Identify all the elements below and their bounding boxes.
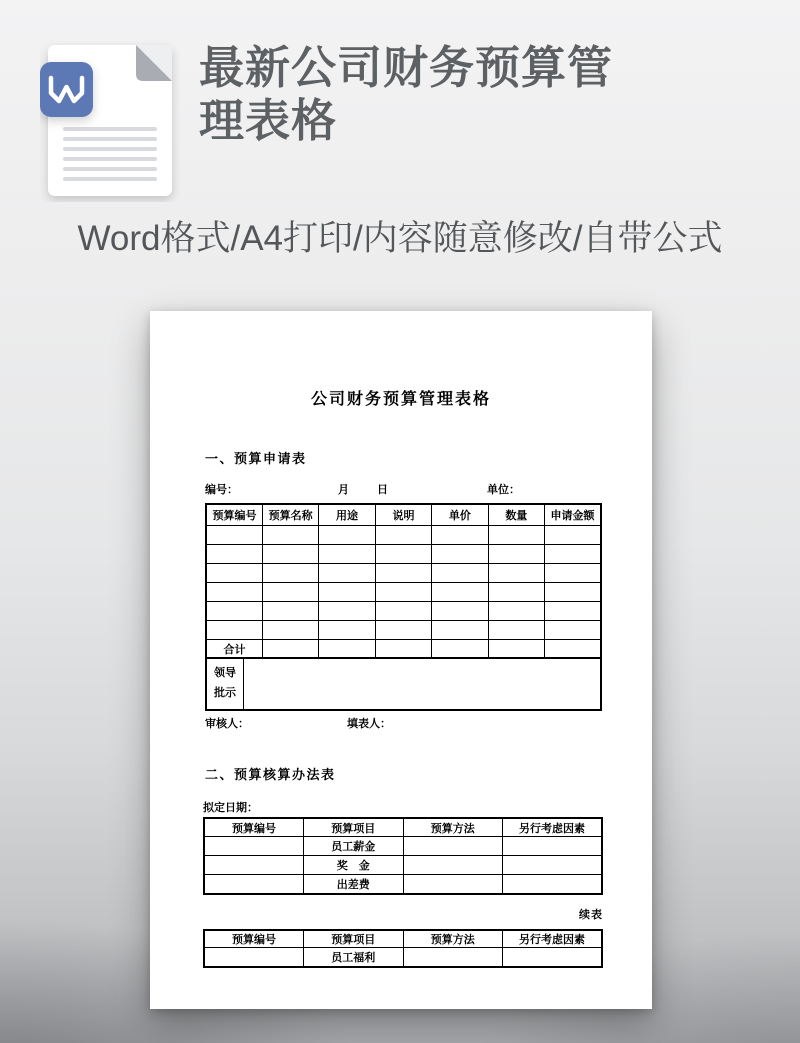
table-row (206, 583, 601, 602)
leader-label-line1: 领导 (214, 667, 236, 680)
budget-application-table (205, 503, 602, 659)
column-header: 预算项目 (304, 930, 404, 948)
empty-cell (375, 602, 431, 621)
date-label: 月 日 (338, 484, 390, 496)
empty-cell (319, 621, 375, 640)
column-header: 预算编号 (204, 930, 304, 948)
empty-cell (319, 564, 375, 583)
leader-note-row (206, 658, 601, 710)
column-header: 预算项目 (304, 818, 404, 837)
budget-application-table-wrap (205, 503, 602, 711)
accounting-method-table (203, 817, 603, 895)
empty-cell (503, 856, 603, 875)
table-row (206, 564, 601, 583)
draft-date-label: 拟定日期： (203, 802, 258, 814)
budget-item: 出差费 (304, 875, 404, 895)
empty-cell (432, 602, 488, 621)
empty-cell (262, 621, 318, 640)
empty-cell (432, 526, 488, 545)
preparer-label: 填表人： (347, 718, 391, 730)
empty-cell (206, 526, 262, 545)
empty-cell (503, 837, 603, 856)
empty-cell (488, 564, 544, 583)
column-header: 申请金额 (545, 504, 601, 526)
table-row (206, 526, 601, 545)
empty-cell (545, 564, 601, 583)
column-header: 单价 (432, 504, 488, 526)
budget-item: 奖 金 (304, 856, 404, 875)
table-row (204, 948, 602, 968)
empty-cell (432, 564, 488, 583)
column-header: 预算名称 (262, 504, 318, 526)
budget-item: 员工薪金 (304, 837, 404, 856)
column-header: 另行考虑因素 (503, 930, 603, 948)
empty-cell (319, 640, 375, 659)
column-header: 数量 (488, 504, 544, 526)
table-header-row (204, 930, 602, 948)
column-header: 预算编号 (204, 818, 304, 837)
empty-cell (375, 640, 431, 659)
empty-cell (403, 856, 503, 875)
empty-cell (206, 583, 262, 602)
empty-cell (488, 545, 544, 564)
empty-cell (432, 545, 488, 564)
empty-cell (545, 583, 601, 602)
budget-item: 员工福利 (304, 948, 404, 968)
empty-cell (375, 621, 431, 640)
empty-cell (206, 602, 262, 621)
empty-cell (403, 875, 503, 895)
table-header-row (206, 504, 601, 526)
number-label: 编号： (205, 484, 238, 496)
column-header: 用途 (319, 504, 375, 526)
unit-label: 单位： (487, 484, 520, 496)
continued-table-wrap (203, 929, 603, 968)
empty-cell (403, 837, 503, 856)
table-row (204, 856, 602, 875)
document-title: 公司财务预算管理表格 (310, 391, 491, 408)
section1-heading: 一、预算申请表 (205, 451, 307, 466)
total-label: 合计 (206, 640, 262, 659)
empty-cell (262, 526, 318, 545)
signature-line (150, 715, 652, 729)
section2-heading: 二、预算核算办法表 (205, 767, 336, 782)
empty-cell (503, 875, 603, 895)
empty-cell (204, 856, 304, 875)
empty-cell (204, 837, 304, 856)
empty-cell (432, 640, 488, 659)
table-row (206, 621, 601, 640)
empty-cell (262, 583, 318, 602)
empty-cell (545, 545, 601, 564)
column-header: 说明 (375, 504, 431, 526)
table-row (206, 545, 601, 564)
leader-note-cell (244, 658, 602, 710)
empty-cell (375, 583, 431, 602)
table-row (204, 837, 602, 856)
empty-cell (488, 583, 544, 602)
empty-cell (375, 564, 431, 583)
empty-cell (545, 602, 601, 621)
document-preview-page[interactable] (150, 311, 652, 1009)
empty-cell (503, 948, 603, 968)
empty-cell (545, 621, 601, 640)
empty-cell (206, 545, 262, 564)
empty-cell (206, 564, 262, 583)
word-file-icon[interactable] (40, 38, 180, 202)
empty-cell (319, 545, 375, 564)
leader-note-table (205, 657, 602, 711)
empty-cell (375, 526, 431, 545)
table-header-row (204, 818, 602, 837)
continued-table-label: 续表 (579, 909, 603, 921)
empty-cell (319, 526, 375, 545)
column-header: 预算方法 (403, 930, 503, 948)
total-row (206, 640, 601, 659)
empty-cell (319, 583, 375, 602)
column-header: 另行考虑因素 (503, 818, 603, 837)
empty-cell (375, 545, 431, 564)
leader-label-line2: 批示 (214, 687, 236, 699)
table-row (206, 602, 601, 621)
accounting-method-table-continued (203, 929, 603, 968)
table1-meta-line (150, 481, 652, 495)
empty-cell (262, 545, 318, 564)
empty-cell (488, 602, 544, 621)
empty-cell (545, 640, 601, 659)
template-title: 最新公司财务预算管理表格 (199, 42, 614, 146)
empty-cell (488, 640, 544, 659)
leader-note-label (206, 658, 244, 710)
column-header: 预算编号 (206, 504, 262, 526)
empty-cell (206, 621, 262, 640)
column-header: 预算方法 (403, 818, 503, 837)
empty-cell (432, 583, 488, 602)
empty-cell (403, 948, 503, 968)
empty-cell (319, 602, 375, 621)
table-row (204, 875, 602, 895)
empty-cell (204, 948, 304, 968)
accounting-method-table-wrap (203, 817, 603, 895)
empty-cell (204, 875, 304, 895)
reviewer-label: 审核人： (205, 718, 249, 730)
word-document-icon (40, 38, 180, 202)
template-subtitle: Word格式/A4打印/内容随意修改/自带公式 (77, 219, 723, 258)
empty-cell (262, 564, 318, 583)
empty-cell (432, 621, 488, 640)
empty-cell (488, 526, 544, 545)
empty-cell (262, 602, 318, 621)
empty-cell (545, 526, 601, 545)
empty-cell (262, 640, 318, 659)
empty-cell (488, 621, 544, 640)
